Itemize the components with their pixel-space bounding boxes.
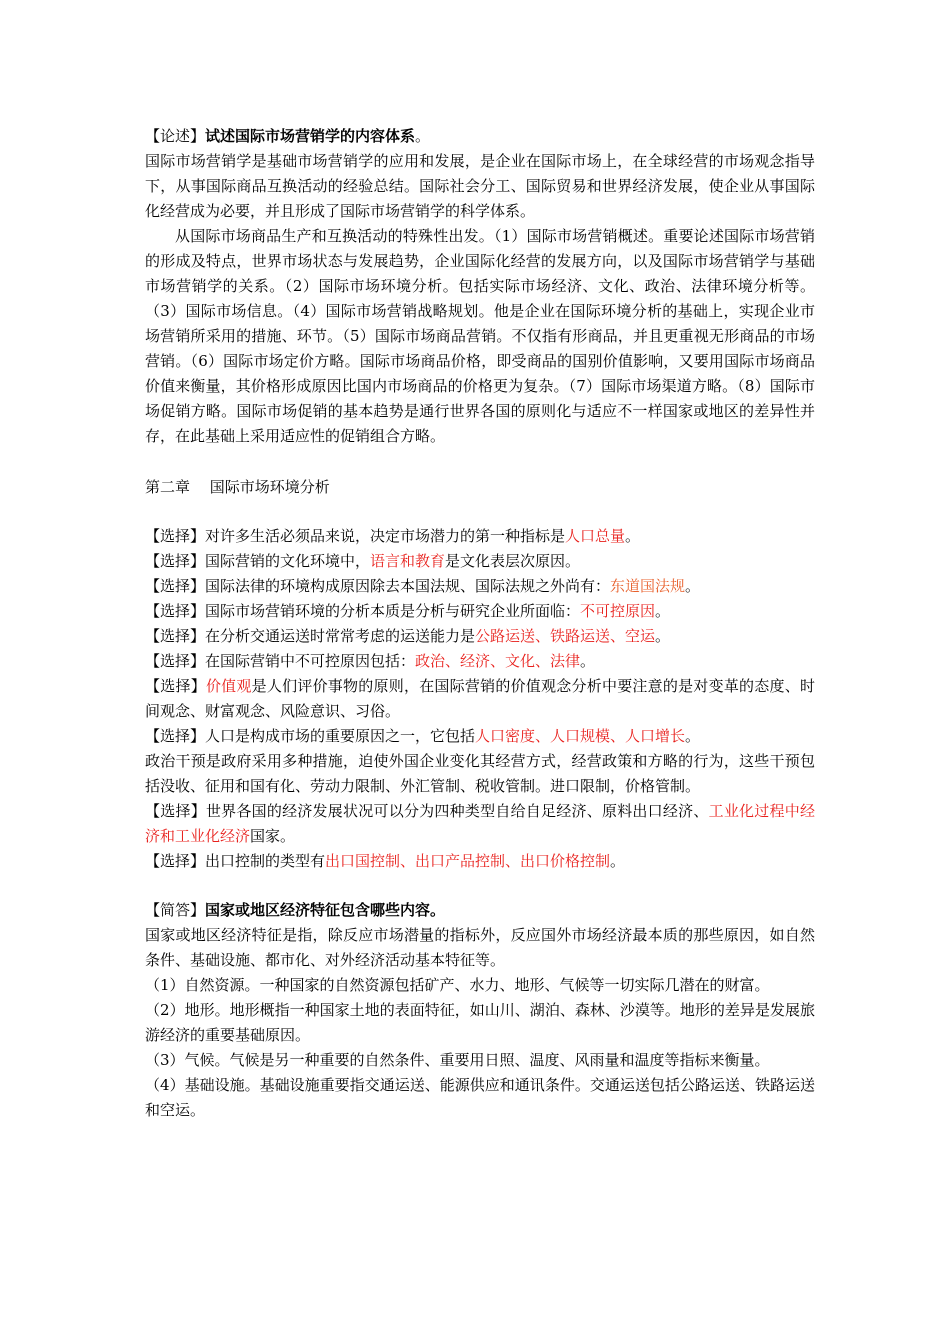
choice-answer: 人口密度、人口规模、人口增长 [475, 727, 686, 745]
choice-item: 【选择】在分析交通运送时常常考虑的运送能力是公路运送、铁路运送、空运。 [145, 627, 671, 645]
short-answer-question-text: 国家或地区经济特征包含哪些内容。 [205, 901, 446, 919]
choice-answer: 不可控原因 [580, 602, 656, 620]
document-page [145, 124, 815, 1123]
choice-item: 【选择】世界各国的经济发展状况可以分为四种类型自给自足经济、原料出口经济、工业化过程中经济和工业化经济国家。 [145, 802, 815, 845]
essay-question-text: 试述国际市场营销学的内容体系 [205, 127, 416, 145]
choice-item: 【选择】对许多生活必须品来说，决定市场潜力的第一种指标是人口总量。 [145, 527, 641, 545]
essay-question: 【论述】试述国际市场营销学的内容体系。 [145, 127, 431, 145]
short-answer-item: （3）气候。气候是另一种重要的自然条件、重要用日照、温度、风雨量和温度等指标来衡量。 [145, 1051, 770, 1069]
short-answer-item: （1）自然资源。一种国家的自然资源包括矿产、水力、地形、气候等一切实际几潜在的财富。 [145, 976, 770, 994]
choice-item: 【选择】国际法律的环境构成原因除去本国法规、国际法规之外尚有：东道国法规。 [145, 577, 701, 595]
choice-answer: 公路运送、铁路运送、空运 [475, 627, 656, 645]
choice-answer: 出口国控制、出口产品控制、出口价格控制 [325, 852, 611, 870]
chapter-heading: 第二章 国际市场环境分析 [145, 478, 330, 496]
choice-item: 【选择】国际营销的文化环境中，语言和教育是文化表层次原因。 [145, 552, 581, 570]
short-answer-item: （4）基础设施。基础设施重要指交通运送、能源供应和通讯条件。交通运送包括公路运送、铁路运送和空运。 [145, 1076, 815, 1119]
choice-answer: 东道国法规 [610, 577, 686, 595]
essay-tag: 【论述】 [145, 127, 206, 145]
short-answer-intro: 国家或地区经济特征是指，除反应市场潜量的指标外，反应国外市场经济最本质的那些原因，如自然条件、基础设施、都市化、对外经济活动基本特征等。 [145, 926, 815, 969]
choice-answer: 工业化过程中经济和工业化经济 [145, 802, 815, 845]
essay-paragraph: 国际市场营销学是基础市场营销学的应用和发展，是企业在国际市场上，在全球经营的市场观念指导下，从事国际商品互换活动的经验总结。国际社会分工、国际贸易和世界经济发展，使企业从事国际化经营成为必要，并且形成了国际市场营销学的科学体系。 [145, 152, 815, 220]
political-paragraph: 政治干预是政府采用多种措施，迫使外国企业变化其经营方式，经营政策和方略的行为，这些干预包括没收、征用和国有化、劳动力限制、外汇管制、税收管制。进口限制，价格管制。 [145, 752, 815, 795]
choice-item: 【选择】国际市场营销环境的分析本质是分析与研究企业所面临：不可控原因。 [145, 602, 671, 620]
choice-item: 【选择】价值观是人们评价事物的原则，在国际营销的价值观念分析中要注意的是对变革的态度、时间观念、财富观念、风险意识、习俗。 [145, 677, 815, 720]
choice-answer: 政治、经济、文化、法律 [415, 652, 581, 670]
short-answer-question: 【简答】国家或地区经济特征包含哪些内容。 [145, 901, 446, 919]
choice-item: 【选择】人口是构成市场的重要原因之一，它包括人口密度、人口规模、人口增长。 [145, 727, 701, 745]
choice-item: 【选择】在国际营销中不可控原因包括：政治、经济、文化、法律。 [145, 652, 596, 670]
choice-answer: 价值观 [205, 677, 252, 695]
choice-item: 【选择】出口控制的类型有出口国控制、出口产品控制、出口价格控制。 [145, 852, 626, 870]
choice-answer: 语言和教育 [370, 552, 446, 570]
essay-paragraph: 从国际市场商品生产和互换活动的特殊性出发。（1）国际市场营销概述。重要论述国际市场营销的形成及特点，世界市场状态与发展趋势，企业国际化经营的发展方向，以及国际市场营销学与基础市场营销学的关系。（2）国际市场环境分析。包括实际市场经济、文化、政治、法律环境分析等。（3）国际市场信息。（4）国际市场营销战略规划。他是企业在国际环境分析的基础上，实现企业市场营销所采用的措施、环节。（5）国际市场商品营销。不仅指有形商品，并且更重视无形商品的市场营销。（6）国际市场定价方略。国际市场商品价格，即受商品的国别价值影响，又要用国际市场商品价值来衡量，其价格形成原因比国内市场商品的价格更为复杂。（7）国际市场渠道方略。（8）国际市场促销方略。国际市场促销的基本趋势是通行世界各国的原则化与适应不一样国家或地区的差异性并存，在此基础上采用适应性的促销组合方略。 [145, 227, 815, 445]
short-answer-item: （2）地形。地形概指一种国家土地的表面特征，如山川、湖泊、森林、沙漠等。地形的差异是发展旅游经济的重要基础原因。 [145, 1001, 815, 1044]
choice-answer: 人口总量 [565, 527, 626, 545]
